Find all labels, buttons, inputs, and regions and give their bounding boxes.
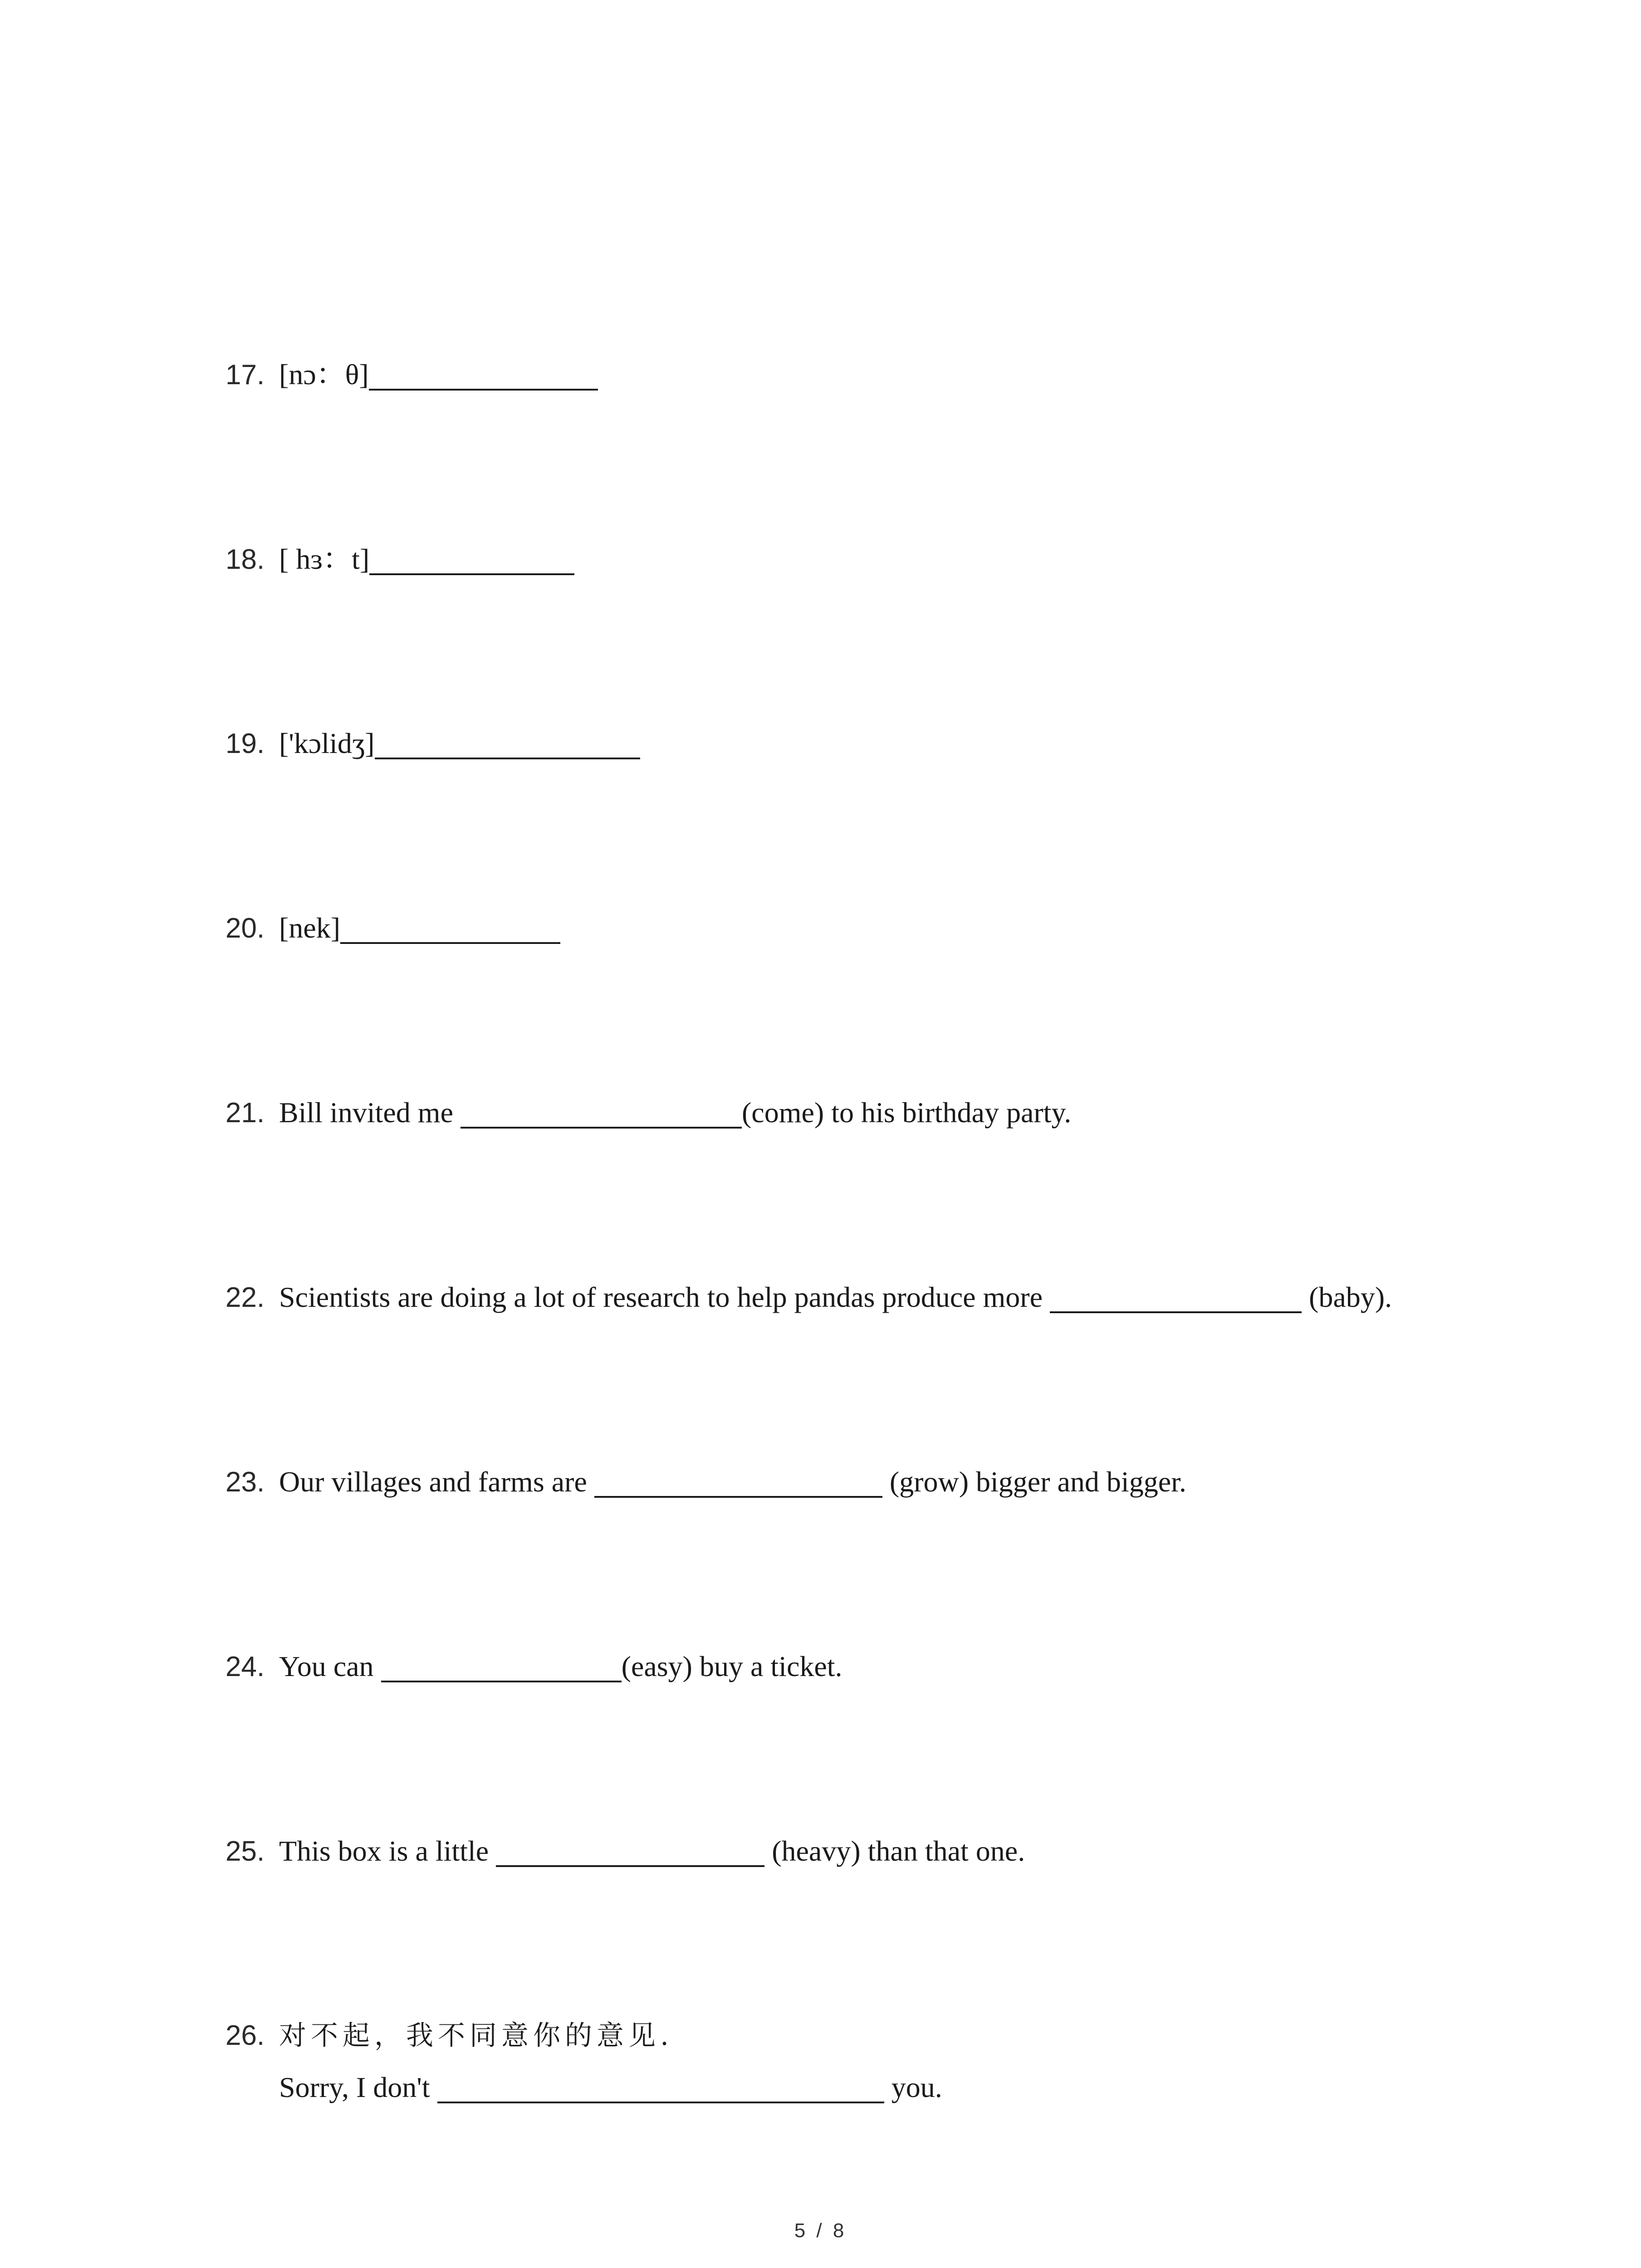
phonetic-text: [nɔ：θ] [279,358,369,391]
question-20 [225,910,560,947]
question-text-after: you. [884,2071,942,2103]
question-21 [225,1095,1071,1131]
question-text-after: (baby). [1302,1281,1392,1313]
question-25 [225,1833,1025,1870]
question-text-before: Our villages and farms are [279,1466,594,1498]
question-text-after: (heavy) than that one. [764,1835,1025,1867]
question-text-before: Scientists are doing a lot of research to help pandas produce more [279,1281,1050,1313]
question-number: 23. [225,1466,265,1498]
question-number: 17. [225,359,265,391]
answer-blank[interactable] [1050,1282,1302,1313]
question-17 [225,357,598,393]
question-24 [225,1648,843,1685]
question-number: 20. [225,913,265,944]
question-19 [225,725,640,762]
phonetic-text: [ hɜ：t] [279,543,370,575]
answer-blank[interactable] [340,913,560,944]
question-number: 18. [225,544,265,575]
question-number: 26. [225,2020,265,2051]
question-22 [225,1279,1392,1316]
chinese-prompt: 对不起，我不同意你的意见. [279,2020,674,2052]
answer-blank[interactable] [369,360,598,391]
question-number: 22. [225,1282,265,1313]
answer-blank[interactable] [375,728,640,759]
question-26 [225,2017,673,2054]
answer-blank[interactable] [369,544,574,575]
question-18 [225,541,574,578]
question-23 [225,1464,1186,1501]
answer-blank[interactable] [594,1467,882,1498]
question-number: 21. [225,1097,265,1129]
answer-blank[interactable] [437,2072,884,2103]
question-text-before: Sorry, I don't [279,2071,437,2103]
question-text-after: (grow) bigger and bigger. [882,1466,1186,1498]
question-text-before: Bill invited me [279,1096,460,1129]
answer-blank[interactable] [460,1098,742,1129]
phonetic-text: ['kɔlidʒ] [279,727,375,759]
question-text-after: (easy) buy a ticket. [621,1650,843,1682]
question-number: 24. [225,1651,265,1682]
answer-blank[interactable] [381,1652,622,1682]
question-number: 25. [225,1836,265,1867]
phonetic-text: [nek] [279,912,341,944]
question-text-before: You can [279,1650,381,1682]
question-26-answer-line [225,2069,942,2106]
page-number: 5 / 8 [794,2219,847,2242]
question-number: 19. [225,728,265,759]
question-text-after: (come) to his birthday party. [741,1096,1072,1129]
question-text-before: This box is a little [279,1835,496,1867]
answer-blank[interactable] [496,1836,764,1867]
